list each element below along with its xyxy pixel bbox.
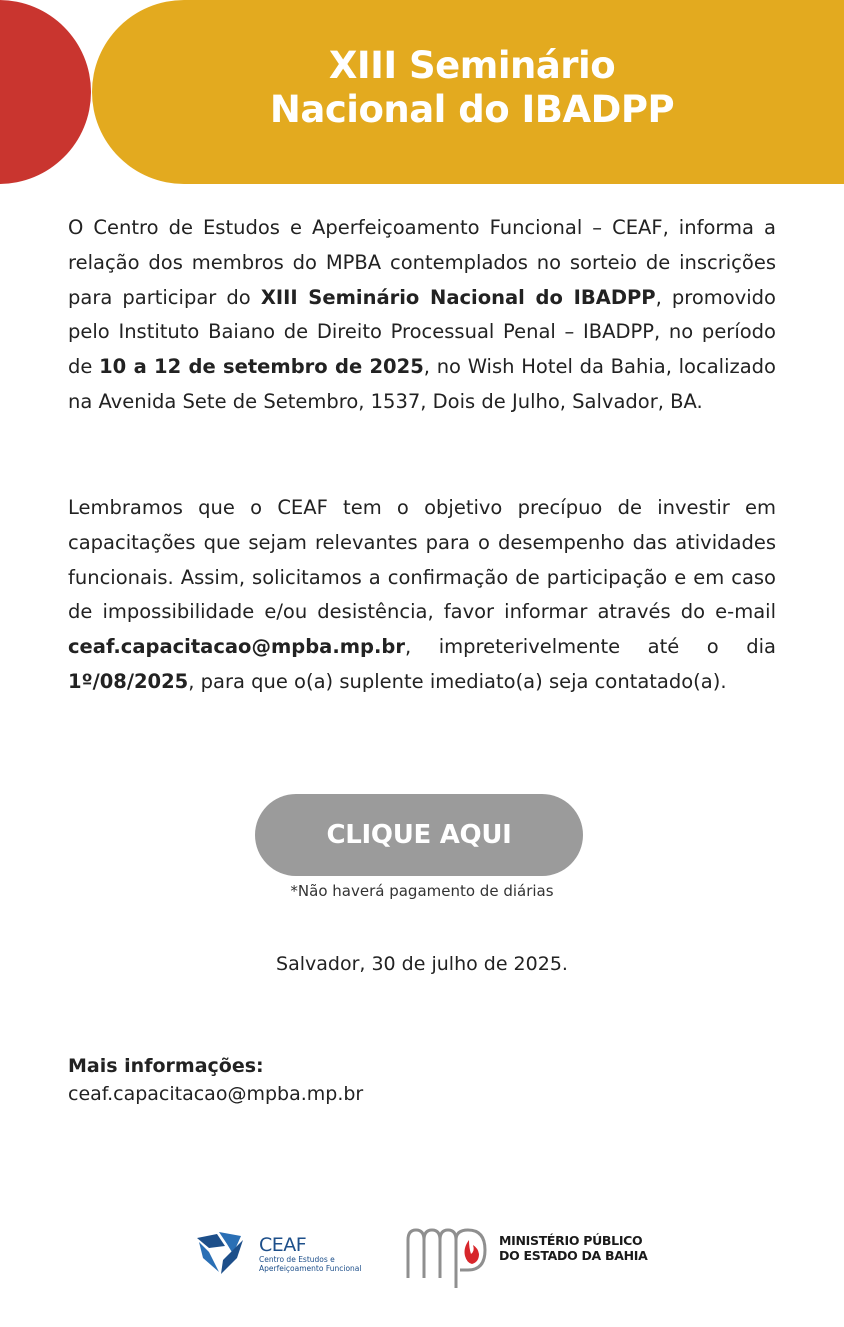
ceaf-subtitle-line-1: Centro de Estudos e (259, 1255, 335, 1264)
deadline-date: 1º/08/2025 (68, 669, 189, 693)
mp-name (499, 1233, 647, 1263)
text-run: O Centro de Estudos e Aperfeiçoamento Funcional – CEAF, informa a relação dos membros do MPBA contemplados no sorteio de inscrições para participar do (68, 216, 776, 309)
text-run: Lembramos que o CEAF tem o objetivo precípuo de investir em capacitações que sejam relevantes para o desempenho das atividades funcionais. Assim, solicitamos a confirmação de participação e em caso de impossibilidade e/ou desistência, favor informar através do e-mail (68, 496, 776, 624)
event-dates: 10 a 12 de setembro de 2025 (99, 355, 424, 379)
title-line-2: Nacional do IBADPP (269, 88, 675, 131)
contact-email-bold: ceaf.capacitacao@mpba.mp.br (68, 635, 406, 659)
click-here-button[interactable]: CLIQUE AQUI (255, 794, 583, 876)
event-name: XIII Seminário Nacional do IBADPP (260, 285, 656, 309)
text-run: , impreterivelmente até o dia (405, 635, 776, 659)
more-info-label: Mais informações: (68, 1055, 264, 1077)
mp-name-line-2: DO ESTADO DA BAHIA (499, 1248, 648, 1263)
ceaf-logo (195, 1228, 375, 1278)
instructions-paragraph (68, 491, 776, 700)
ceaf-name: CEAF (259, 1234, 307, 1256)
date-line: Salvador, 30 de julho de 2025. (276, 953, 568, 975)
decorative-red-circle (0, 0, 91, 184)
text-run: , no Wish Hotel da Bahia, localizado na Avenida Sete de Setembro, 1537, Dois de Julho, Salvador, BA. (68, 355, 776, 413)
ceaf-emblem-icon (195, 1228, 247, 1278)
ceaf-subtitle-line-2: Aperfeiçoamento Funcional (259, 1264, 362, 1273)
more-info-email-link[interactable]: ceaf.capacitacao@mpba.mp.br (68, 1083, 364, 1105)
mp-emblem-icon (405, 1226, 491, 1294)
header-banner (0, 0, 844, 184)
no-allowance-note: *Não haverá pagamento de diárias (290, 882, 554, 900)
page-title (92, 44, 844, 132)
text-run: , promovido pelo Instituto Baiano de Direito Processual Penal – IBADPP, no período de (68, 285, 776, 379)
ceaf-subtitle (259, 1255, 379, 1273)
title-line-1: XIII Seminário (328, 44, 616, 87)
announcement-paragraph (68, 211, 776, 420)
mp-name-line-1: MINISTÉRIO PÚBLICO (499, 1233, 643, 1248)
mp-logo (405, 1226, 665, 1294)
text-run: , para que o(a) suplente imediato(a) seja contatado(a). (188, 669, 727, 693)
